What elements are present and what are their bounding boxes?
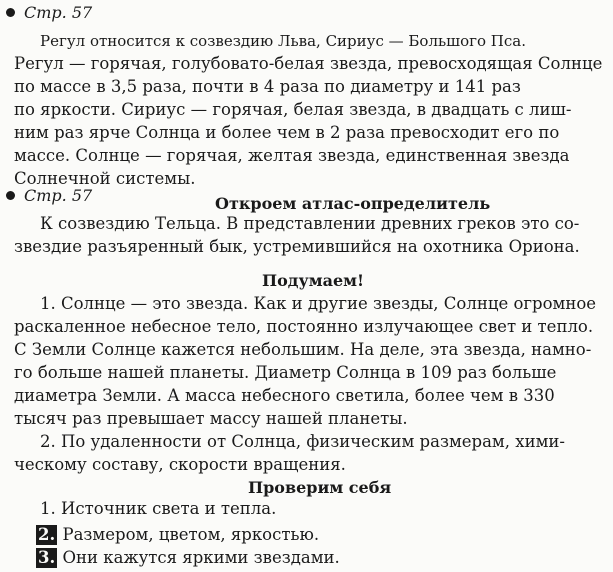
section-1-line-3: по массе в 3,5 раза, почти в 4 раза по диаметру и 141 раз bbox=[14, 77, 521, 96]
section-1-line-6: массе. Солнце — горячая, желтая звезда, единственная звезда bbox=[14, 146, 570, 165]
think-line-4: го больше нашей планеты. Диаметр Солнца в 109 раз больше bbox=[14, 363, 557, 382]
think-title: Подумаем! bbox=[262, 271, 365, 290]
section-1-line-1: Регул относится к созвездию Льва, Сириус — Большого Пса. bbox=[40, 32, 526, 50]
bullet-icon bbox=[6, 191, 15, 200]
section-1-line-7: Солнечной системы. bbox=[14, 169, 196, 188]
check-item-3-num: 3. bbox=[38, 548, 56, 567]
check-item-2 bbox=[36, 525, 319, 545]
section-2-header bbox=[6, 186, 92, 205]
think-line-6: тысяч раз превышает массу нашей планеты. bbox=[14, 409, 408, 428]
check-item-2-text: Размером, цветом, яркостью. bbox=[62, 525, 320, 544]
check-item-3 bbox=[36, 548, 340, 568]
section-2-line-1: К созвездию Тельца. В представлении древних греков это со- bbox=[40, 214, 580, 233]
think-line-3: С Земли Солнце кажется небольшим. На деле, эта звезда, намно- bbox=[14, 340, 592, 359]
section-2-header-text: Стр. 57 bbox=[24, 186, 93, 205]
think-line-1: 1. Солнце — это звезда. Как и другие звезды, Солнце огромное bbox=[40, 294, 597, 313]
section-1-header bbox=[6, 3, 92, 22]
check-title: Проверим себя bbox=[248, 478, 392, 497]
think-line-7: 2. По удаленности от Солнца, физическим размерам, хими- bbox=[40, 432, 565, 451]
think-line-5: диаметра Земли. А масса небесного светила, более чем в 330 bbox=[14, 386, 555, 405]
section-1-line-5: ним раз ярче Солнца и более чем в 2 раза превосходит его по bbox=[14, 123, 560, 142]
section-2-title: Откроем атлас-определитель bbox=[215, 194, 491, 213]
think-line-2: раскаленное небесное тело, постоянно излучающее свет и тепло. bbox=[14, 317, 594, 336]
section-1-line-2: Регул — горячая, голубовато-белая звезда, превосходящая Солнце bbox=[14, 54, 603, 73]
check-item-2-num: 2. bbox=[38, 525, 56, 544]
section-2-line-2: звездие разъяренный бык, устремившийся на охотника Ориона. bbox=[14, 237, 580, 256]
check-item-1-num: 1. bbox=[40, 499, 56, 518]
check-item-3-text: Они кажутся яркими звездами. bbox=[62, 548, 340, 567]
check-item-1 bbox=[40, 499, 276, 519]
section-1-line-4: по яркости. Сириус — горячая, белая звезда, в двадцать с лиш- bbox=[14, 100, 572, 119]
section-1-header-text: Стр. 57 bbox=[24, 3, 93, 22]
think-line-8: ческому составу, скорости вращения. bbox=[14, 455, 346, 474]
bullet-icon bbox=[6, 8, 15, 17]
check-item-1-text: Источник света и тепла. bbox=[61, 499, 277, 518]
